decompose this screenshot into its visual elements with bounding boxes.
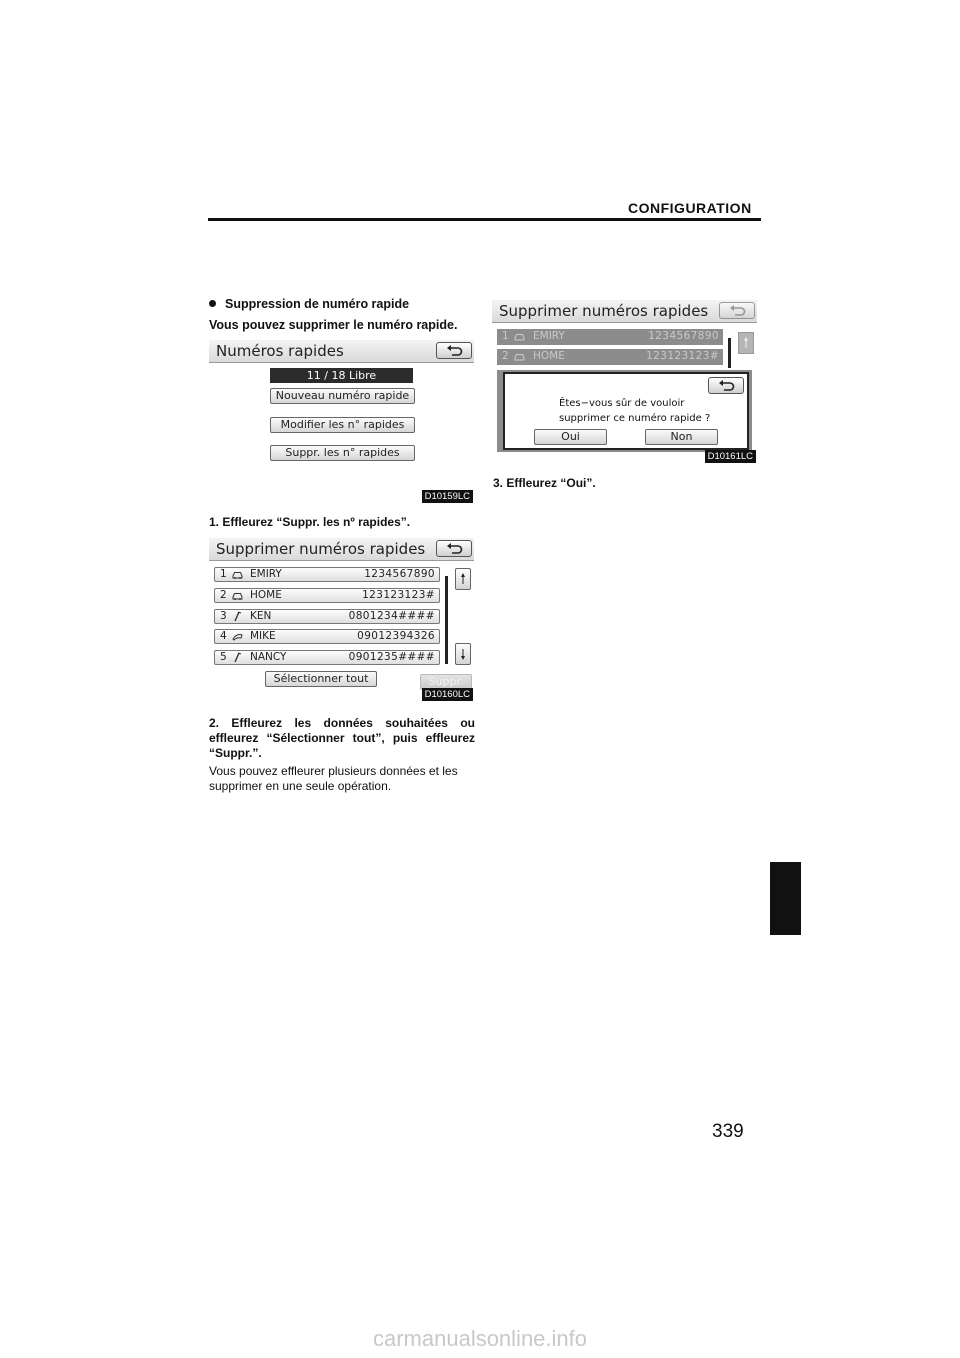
row-phone: 1234567890: [364, 568, 435, 580]
new-speed-dial-button[interactable]: Nouveau numéro rapide: [270, 388, 415, 404]
row-number: 5: [220, 651, 227, 663]
scroll-down-button[interactable]: [455, 643, 471, 665]
scroll-up-button[interactable]: [455, 568, 471, 590]
row-number: 2: [220, 589, 227, 601]
speed-dial-row: [497, 329, 723, 345]
mobile-phone-icon: [232, 652, 243, 663]
row-name: KEN: [250, 610, 272, 622]
scrollbar: [728, 338, 731, 368]
car-icon: [514, 351, 525, 362]
dialog-message-line-2: supprimer ce numéro rapide ?: [559, 413, 711, 424]
free-counter-text: 11 / 18 Libre: [306, 369, 377, 382]
screen-confirm-delete: [492, 300, 757, 463]
title-bar: [209, 340, 474, 363]
confirm-dialog: [503, 372, 749, 450]
bullet-icon: [209, 300, 216, 307]
figure-code: D10159LC: [422, 490, 473, 503]
screen-supprimer-numeros: [209, 538, 474, 701]
row-name: EMIRY: [250, 568, 282, 580]
car-icon: [514, 331, 525, 342]
no-button[interactable]: Non: [645, 429, 718, 445]
screen-title: Numéros rapides: [216, 342, 344, 360]
speed-dial-row[interactable]: [214, 609, 440, 624]
row-phone: 0901235####: [348, 651, 435, 663]
back-button[interactable]: [436, 342, 472, 359]
row-phone: 123123123#: [362, 589, 435, 601]
row-name: EMIRY: [533, 330, 565, 342]
chapter-tab: [770, 862, 801, 935]
row-name: HOME: [250, 589, 282, 601]
row-number: 1: [502, 330, 509, 342]
step-3: 3. Effleurez “Oui”.: [493, 476, 596, 490]
watermark: carmanualsonline.info: [372, 1326, 588, 1351]
screen-title: Supprimer numéros rapides: [216, 540, 426, 558]
dialog-back-button[interactable]: [708, 377, 744, 394]
screen-title: Supprimer numéros rapides: [499, 302, 709, 320]
step-1: 1. Effleurez “Suppr. les nº rapides”.: [209, 515, 411, 529]
speed-dial-row[interactable]: [214, 567, 440, 582]
row-phone: 1234567890: [648, 330, 719, 342]
dialog-message-line-1: Êtes−vous sûr de vouloir: [559, 398, 685, 409]
delete-speed-dial-button[interactable]: Suppr. les n° rapides: [270, 445, 415, 461]
mobile-phone-icon: [232, 611, 243, 622]
row-number: 2: [502, 350, 509, 362]
row-name: MIKE: [250, 630, 276, 642]
speed-dial-row: [497, 349, 723, 365]
back-arrow-icon: [446, 542, 464, 555]
scroll-down-icon: [460, 647, 466, 661]
speed-dial-row[interactable]: [214, 650, 440, 665]
screen-numeros-rapides: [209, 340, 474, 503]
page-number: 339: [712, 1121, 744, 1142]
scroll-up-icon: [743, 336, 749, 350]
row-phone: 09012394326: [357, 630, 435, 642]
intro-text: Vous pouvez supprimer le numéro rapide.: [209, 318, 458, 332]
back-button[interactable]: [719, 302, 755, 319]
row-number: 4: [220, 630, 227, 642]
step-2: 2. Effleurez les données souhaitées ou effleurez “Sélectionner tout”, puis effleurez “Suppr.”.: [209, 716, 475, 760]
back-button[interactable]: [436, 540, 472, 557]
bullet-heading: [209, 297, 409, 311]
row-number: 3: [220, 610, 227, 622]
figure-code: D10160LC: [422, 688, 473, 701]
speed-dial-row[interactable]: [214, 629, 440, 644]
row-number: 1: [220, 568, 227, 580]
phone-icon: [232, 631, 243, 642]
row-name: HOME: [533, 350, 565, 362]
speed-dial-row[interactable]: [214, 588, 440, 603]
edit-speed-dial-button[interactable]: Modifier les n° rapides: [270, 417, 415, 433]
title-bar: [209, 538, 474, 561]
scrollbar[interactable]: [445, 576, 448, 664]
yes-button[interactable]: Oui: [534, 429, 607, 445]
row-phone: 123123123#: [646, 350, 719, 362]
car-icon: [232, 569, 243, 580]
back-arrow-icon: [446, 344, 464, 357]
select-all-button[interactable]: Sélectionner tout: [265, 671, 377, 687]
scroll-up-icon: [460, 572, 466, 586]
row-name: NANCY: [250, 651, 287, 663]
back-arrow-icon: [729, 304, 747, 317]
title-bar: [492, 300, 757, 323]
row-phone: 0801234####: [348, 610, 435, 622]
scroll-up-button: [738, 332, 754, 354]
car-icon: [232, 590, 243, 601]
section-title: CONFIGURATION: [628, 200, 752, 216]
back-arrow-icon: [718, 379, 736, 392]
free-counter: [270, 368, 413, 383]
bullet-heading-text: Suppression de numéro rapide: [225, 297, 410, 311]
body-text: Vous pouvez effleurer plusieurs données et les supprimer en une seule opération.: [209, 764, 458, 793]
delete-button[interactable]: Suppr.: [420, 674, 472, 690]
header-rule: [208, 218, 761, 221]
figure-code: D10161LC: [705, 450, 756, 463]
